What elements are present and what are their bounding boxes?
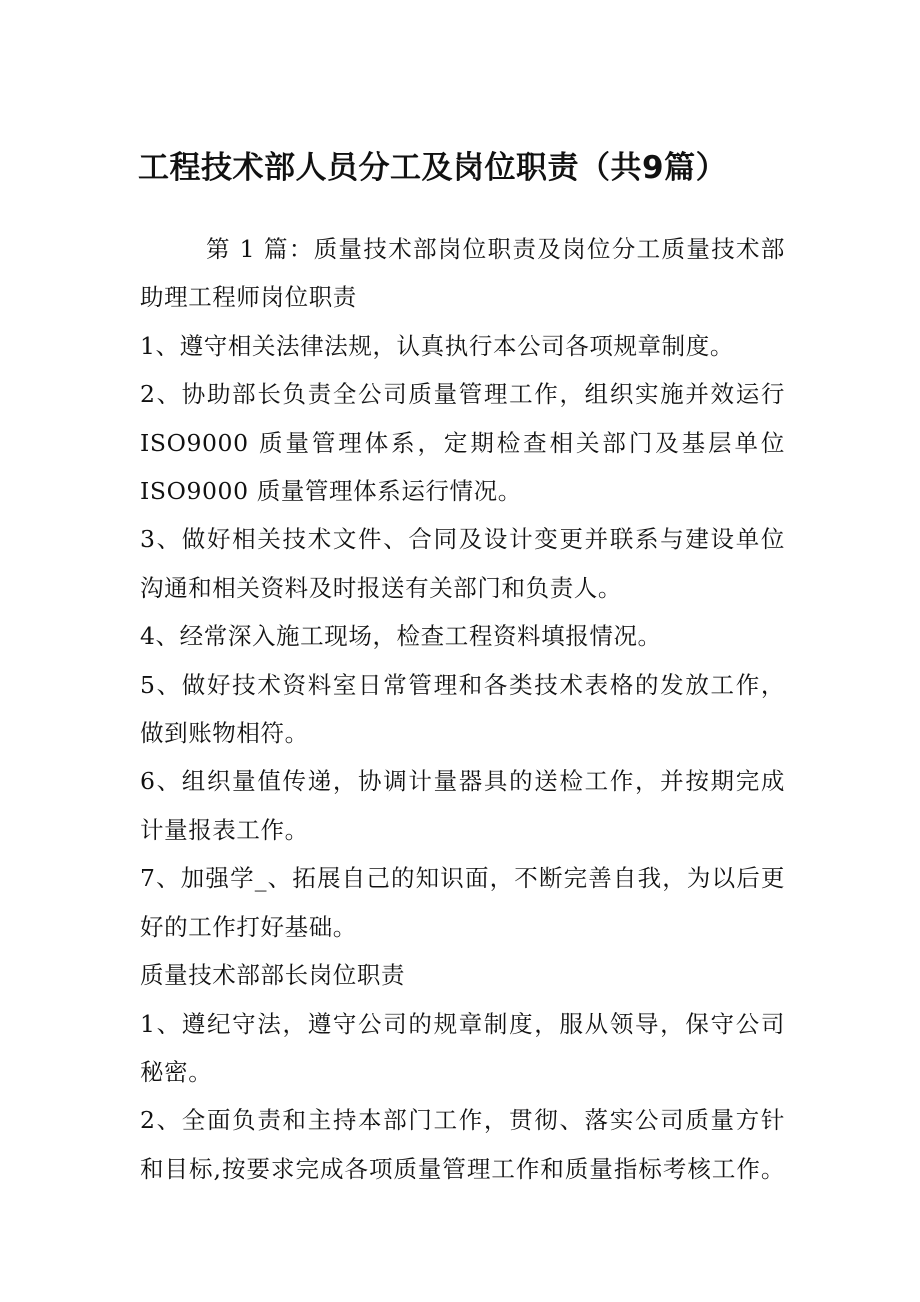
- text-line: 沟通和相关资料及时报送有关部门和负责人。: [140, 573, 622, 602]
- document-body: [140, 225, 785, 1193]
- section-heading-paragraph: [140, 225, 785, 273]
- list-item: [140, 757, 785, 854]
- text-line: 1、遵守相关法律法规，认真执行本公司各项规章制度。: [140, 331, 734, 360]
- paragraph: [140, 273, 785, 321]
- list-item: [140, 612, 785, 660]
- list-item: [140, 1096, 785, 1193]
- text-line: 3、做好相关技术文件、合同及设计变更并联系与建设单位: [140, 525, 785, 554]
- document-title: 工程技术部人员分工及岗位职责（共9篇）: [138, 150, 728, 186]
- list-item: [140, 515, 785, 612]
- text-line: 5、做好技术资料室日常管理和各类技术表格的发放工作，: [140, 670, 785, 699]
- list-item: [140, 854, 785, 951]
- text-line: 4、经常深入施工现场，检查工程资料填报情况。: [140, 622, 662, 651]
- text-line: 2、全面负责和主持本部门工作，贯彻、落实公司质量方针: [140, 1106, 785, 1135]
- list-item: [140, 370, 785, 515]
- list-item: [140, 1000, 785, 1097]
- list-item: [140, 661, 785, 758]
- subsection-heading: [140, 951, 785, 999]
- text-line: ISO9000 质量管理体系运行情况。: [140, 477, 522, 506]
- text-line: 秘密。: [140, 1057, 213, 1086]
- text-line: 第 1 篇：质量技术部岗位职责及岗位分工质量技术部: [206, 235, 785, 263]
- text-line: 1、遵纪守法，遵守公司的规章制度，服从领导，保守公司: [140, 1009, 785, 1038]
- text-line: 2、协助部长负责全公司质量管理工作，组织实施并效运行: [140, 380, 785, 409]
- text-line: ISO9000 质量管理体系，定期检查相关部门及基层单位: [140, 428, 785, 457]
- text-line: 做到账物相符。: [140, 719, 309, 748]
- text-line: 质量技术部部长岗位职责: [140, 961, 406, 990]
- text-line: 计量报表工作。: [140, 815, 309, 844]
- text-line: 助理工程师岗位职责: [140, 283, 357, 312]
- text-line: 和目标,按要求完成各项质量管理工作和质量指标考核工作。: [140, 1154, 785, 1183]
- text-line: 好的工作打好基础。: [140, 912, 357, 941]
- text-line: 7、加强学_、拓展自己的知识面，不断完善自我，为以后更: [140, 864, 785, 893]
- list-item: [140, 322, 785, 370]
- text-line: 6、组织量值传递，协调计量器具的送检工作，并按期完成: [140, 767, 785, 796]
